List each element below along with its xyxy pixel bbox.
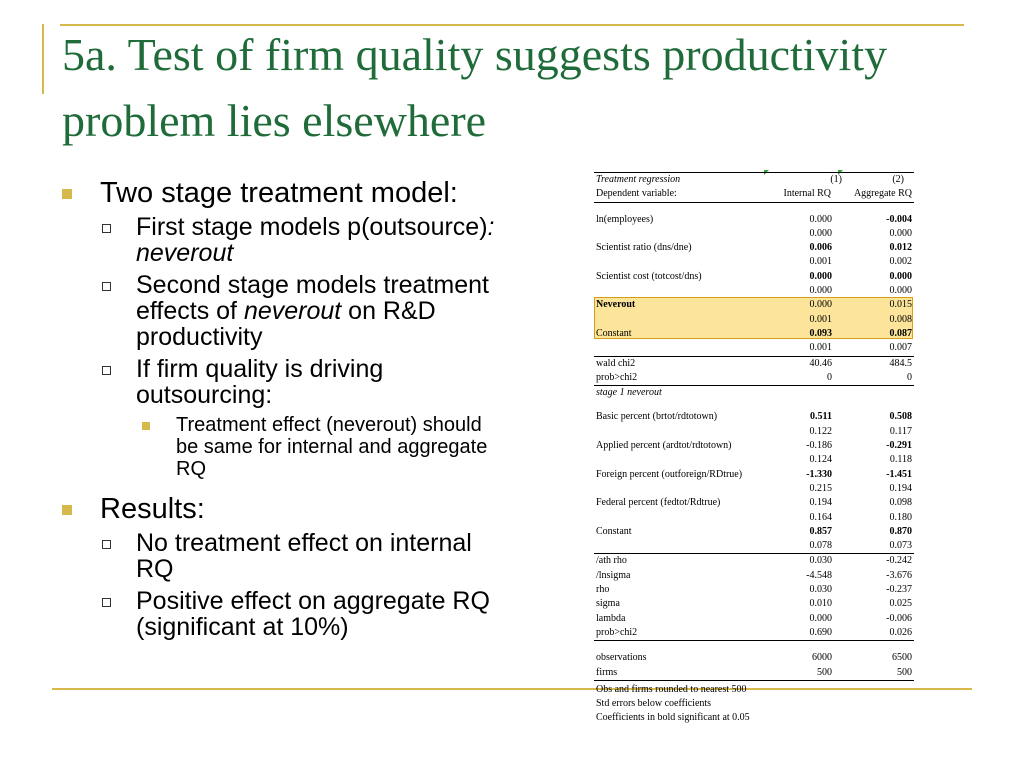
- row-neverout-se: 0.001 0.008: [809, 313, 912, 325]
- row-firms: firms 500 500: [594, 666, 914, 681]
- row-sigma: sigma 0.010 0.025: [596, 598, 912, 610]
- row-federal-percent-se: 0.164 0.180: [809, 511, 912, 523]
- row-prob: prob>chi2 0 0: [594, 371, 914, 386]
- header-row-2: Dependent variable: Internal RQ Aggregate RQ: [594, 187, 914, 202]
- hollow-square-bullet-icon: [102, 366, 111, 375]
- row-scientist-cost-se: 0.000 0.000: [809, 285, 912, 297]
- bullet-first-stage: First stage models p(outsource): neverout: [62, 214, 502, 266]
- row-ln-employees: ln(employees) 0.000 -0.004: [596, 213, 912, 225]
- hollow-square-bullet-icon: [102, 540, 111, 549]
- bullet-treatment-effect: Treatment effect (neverout) should be same for internal and aggregate RQ: [62, 414, 502, 480]
- row-applied-percent-se: 0.124 0.118: [809, 454, 912, 466]
- bullet-list: [62, 178, 502, 646]
- row-basic-percent-se: 0.122 0.117: [809, 425, 912, 437]
- hollow-square-bullet-icon: [102, 282, 111, 291]
- row-applied-percent: Applied percent (ardtot/rdtotown) -0.186 -0.291: [596, 440, 912, 452]
- square-bullet-icon: [62, 505, 72, 515]
- bullet-treatment-model: Two stage treatment model:: [62, 178, 502, 208]
- row-scientist-ratio-se: 0.001 0.002: [809, 256, 912, 268]
- row-ln-employees-se: 0.000 0.000: [809, 227, 912, 239]
- row-federal-percent: Federal percent (fedtot/Rdtrue) 0.194 0.098: [596, 497, 912, 509]
- row-constant-se: 0.001 0.007: [594, 341, 914, 356]
- row-wald: wald chi2 40.46 484.5: [596, 357, 912, 369]
- bullet-no-effect: No treatment effect on internal RQ: [62, 530, 502, 582]
- bullet-positive-effect: Positive effect on aggregate RQ (significant at 10%): [62, 588, 502, 640]
- bullet-second-stage: Second stage models treatment effects of neverout on R&D productivity: [62, 272, 502, 350]
- row-ath-rho: /ath rho 0.030 -0.242: [596, 555, 912, 567]
- hollow-square-bullet-icon: [102, 224, 111, 233]
- table-note: Coefficients in bold significant at 0.05: [596, 712, 750, 724]
- row-prob-chi2: prob>chi2 0.690 0.026: [594, 626, 914, 641]
- row-neverout: Neverout 0.000 0.015: [596, 299, 912, 311]
- row-scientist-ratio: Scientist ratio (dns/dne) 0.006 0.012: [596, 242, 912, 254]
- table-note: Obs and firms rounded to nearest 500: [596, 683, 747, 695]
- row-constant: Constant 0.093 0.087: [596, 327, 912, 339]
- header-row-1: Treatment regression (1) (2): [594, 172, 914, 187]
- row-rho: rho 0.030 -0.237: [596, 584, 912, 596]
- row-stage1-label: stage 1 neverout: [596, 387, 662, 399]
- slide-title: 5a. Test of firm quality suggests productivity problem lies elsewhere: [62, 29, 888, 146]
- row-lnsigma: /lnsigma -4.548 -3.676: [596, 569, 912, 581]
- square-bullet-icon: [142, 422, 150, 430]
- bullet-firm-quality: If firm quality is driving outsourcing:: [62, 356, 502, 408]
- hollow-square-bullet-icon: [102, 598, 111, 607]
- row-stage1-constant-se: 0.078 0.073: [594, 539, 914, 554]
- row-foreign-percent: Foreign percent (outforeign/RDtrue) -1.330 -1.451: [596, 468, 912, 480]
- regression-table: [594, 172, 914, 726]
- table-note: Std errors below coefficients: [596, 698, 712, 710]
- row-stage1-constant: Constant 0.857 0.870: [596, 525, 912, 537]
- left-rule: [42, 24, 44, 94]
- row-basic-percent: Basic percent (brtot/rdtotown) 0.511 0.508: [596, 411, 912, 423]
- square-bullet-icon: [62, 189, 72, 199]
- bullet-results: Results:: [62, 494, 502, 524]
- row-foreign-percent-se: 0.215 0.194: [809, 482, 912, 494]
- row-lambda: lambda 0.000 -0.006: [596, 612, 912, 624]
- row-scientist-cost: Scientist cost (totcost/dns) 0.000 0.000: [596, 270, 912, 282]
- row-observations: observations 6000 6500: [596, 652, 912, 664]
